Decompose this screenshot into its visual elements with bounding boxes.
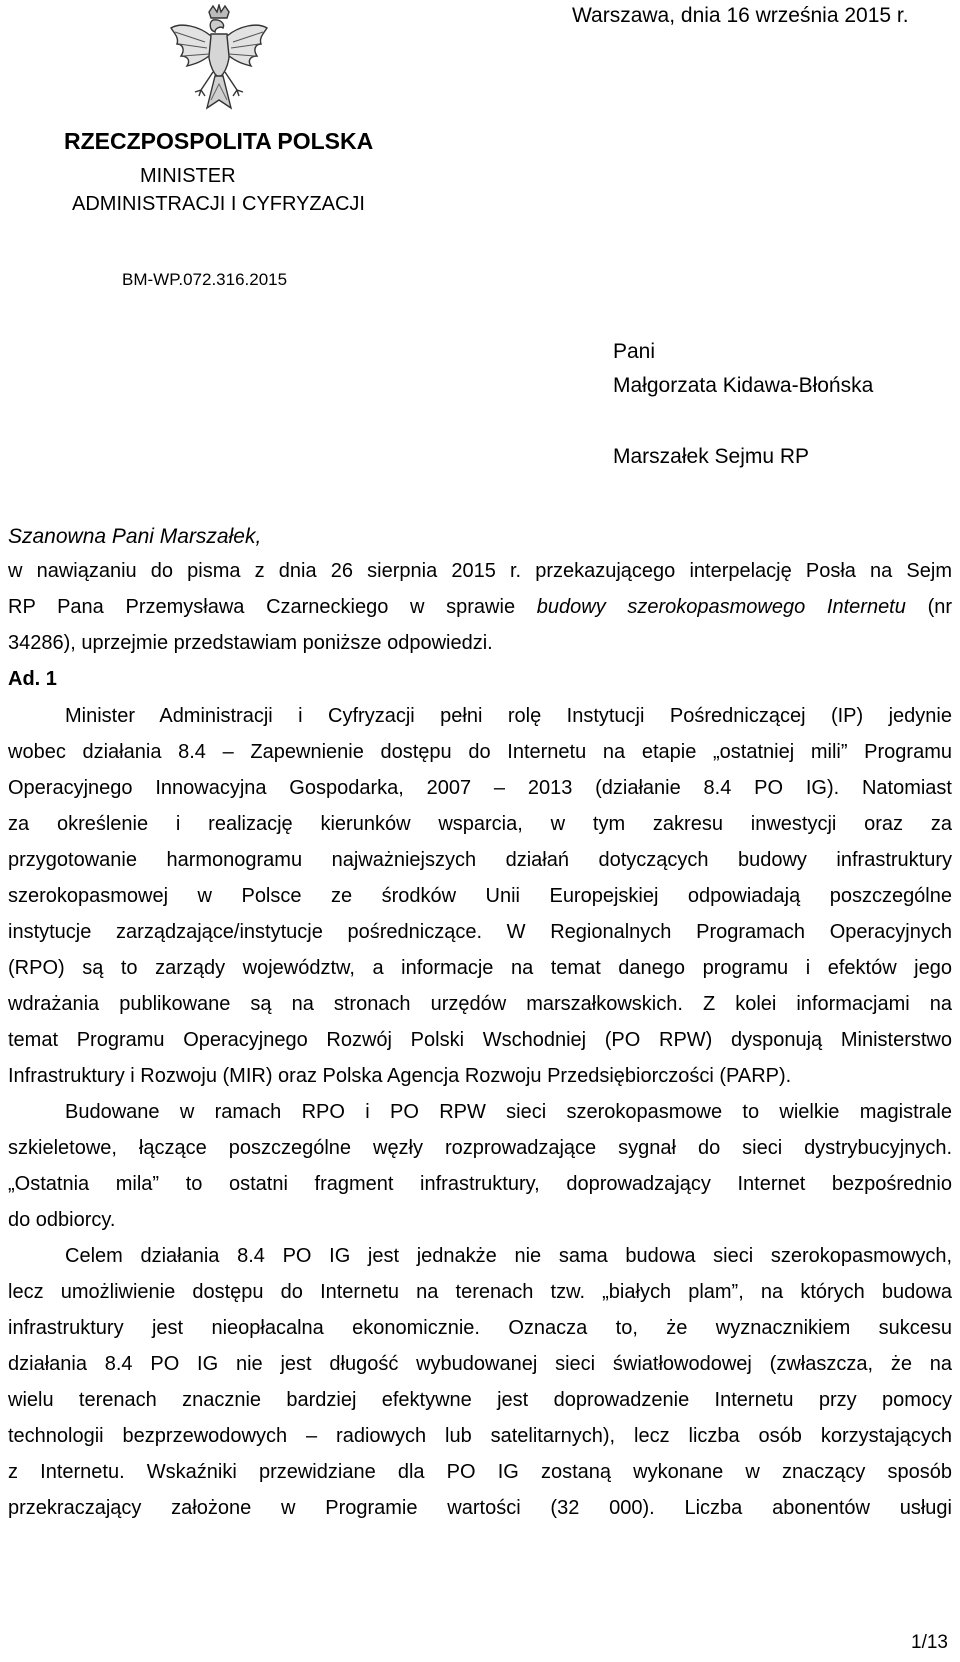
intro-text: (nr [927, 596, 953, 618]
intro-line [8, 596, 952, 619]
body-line: Celem działania 8.4 PO IG jest jednakże nie sama budowa sieci szerokopasmowych, [65, 1245, 952, 1267]
intro-text: RP Pana Przemysława Czarneckiego w sprawie [8, 596, 516, 618]
body-line: „Ostatnia mila” to ostatni fragment infrastruktury, doprowadzający Internet bezpośrednio [8, 1173, 952, 1195]
body-line: przygotowanie harmonogramu najważniejszych działań dotyczących budowy infrastruktury [8, 849, 952, 871]
body-line: za określenie i realizację kierunków wsparcia, w tym zakresu inwestycji oraz za [8, 813, 952, 835]
reference-number: BM-WP.072.316.2015 [122, 270, 288, 289]
body-line: wdrażania publikowane są na stronach urzędów marszałkowskich. Z kolei informacjami na [8, 993, 952, 1015]
country-name: RZECZPOSPOLITA POLSKA [64, 128, 374, 154]
intro-topic: budowy szerokopasmowego Internetu [536, 596, 906, 618]
page-number: 1/13 [911, 1632, 948, 1653]
body-line: szerokopasmowej w Polsce ze środków Unii Europejskiej odpowiadają poszczególne [8, 885, 952, 907]
body-line: Operacyjnego Innowacyjna Gospodarka, 2007 – 2013 (działanie 8.4 PO IG). Natomiast [8, 777, 952, 799]
body-line: lecz umożliwienie dostępu do Internetu na terenach tzw. „białych plam”, na których budowa [8, 1281, 952, 1303]
office-title: MINISTER [140, 165, 236, 187]
body-line: wobec działania 8.4 – Zapewnienie dostępu do Internetu na etapie „ostatniej mili” Programu [8, 741, 952, 763]
body-line: szkieletowe, łączące poszczególne węzły rozprowadzające sygnał do sieci dystrybucyjnych. [8, 1137, 952, 1159]
body-line: wielu terenach znacznie bardziej efektywne jest doprowadzenie Internetu przy pomocy [8, 1389, 952, 1411]
salutation: Szanowna Pani Marszałek, [8, 525, 262, 548]
recipient-name: Małgorzata Kidawa-Błońska [613, 374, 874, 397]
body-line: Minister Administracji i Cyfryzacji pełni rolę Instytucji Pośredniczącej (IP) jedynie [65, 705, 952, 727]
recipient-title: Pani [613, 340, 656, 363]
intro-line: w nawiązaniu do pisma z dnia 26 sierpnia 2015 r. przekazującego interpelację Posła na Sejm [8, 560, 952, 582]
body-line: (RPO) są to zarządy województw, a informacje na temat danego programu i efektów jego [8, 957, 952, 979]
body-line: instytucje zarządzające/instytucje pośredniczące. W Regionalnych Programach Operacyjnych [8, 921, 952, 943]
body-line: Budowane w ramach RPO i PO RPW sieci szerokopasmowe to wielkie magistrale [65, 1101, 952, 1123]
intro-line: 34286), uprzejmie przedstawiam poniższe odpowiedzi. [8, 632, 493, 654]
body-line: działania 8.4 PO IG nie jest długość wybudowanej sieci światłowodowej (zwłaszcza, że na [8, 1353, 952, 1375]
office-subtitle: ADMINISTRACJI I CYFRYZACJI [72, 193, 365, 215]
body-line: temat Programu Operacyjnego Rozwój Polski Wschodniej (PO RPW) dysponują Ministerstwo [8, 1029, 952, 1051]
section-heading: Ad. 1 [8, 668, 57, 690]
body-line: do odbiorcy. [8, 1209, 116, 1231]
body-line: z Internetu. Wskaźniki przewidziane dla PO IG zostaną wykonane w znaczący sposób [8, 1461, 952, 1483]
body-line: Infrastruktury i Rozwoju (MIR) oraz Polska Agencja Rozwoju Przedsiębiorczości (PARP). [8, 1065, 792, 1087]
recipient-position: Marszałek Sejmu RP [613, 445, 810, 468]
polish-eagle-emblem [165, 4, 273, 116]
body-line: przekraczający założone w Programie wartości (32 000). Liczba abonentów usługi [8, 1497, 952, 1519]
body-line: technologii bezprzewodowych – radiowych lub satelitarnych), lecz liczba osób korzystających [8, 1425, 952, 1447]
body-line: infrastruktury jest nieopłacalna ekonomicznie. Oznacza to, że wyznacznikiem sukcesu [8, 1317, 952, 1339]
letter-date: Warszawa, dnia 16 września 2015 r. [572, 4, 909, 27]
